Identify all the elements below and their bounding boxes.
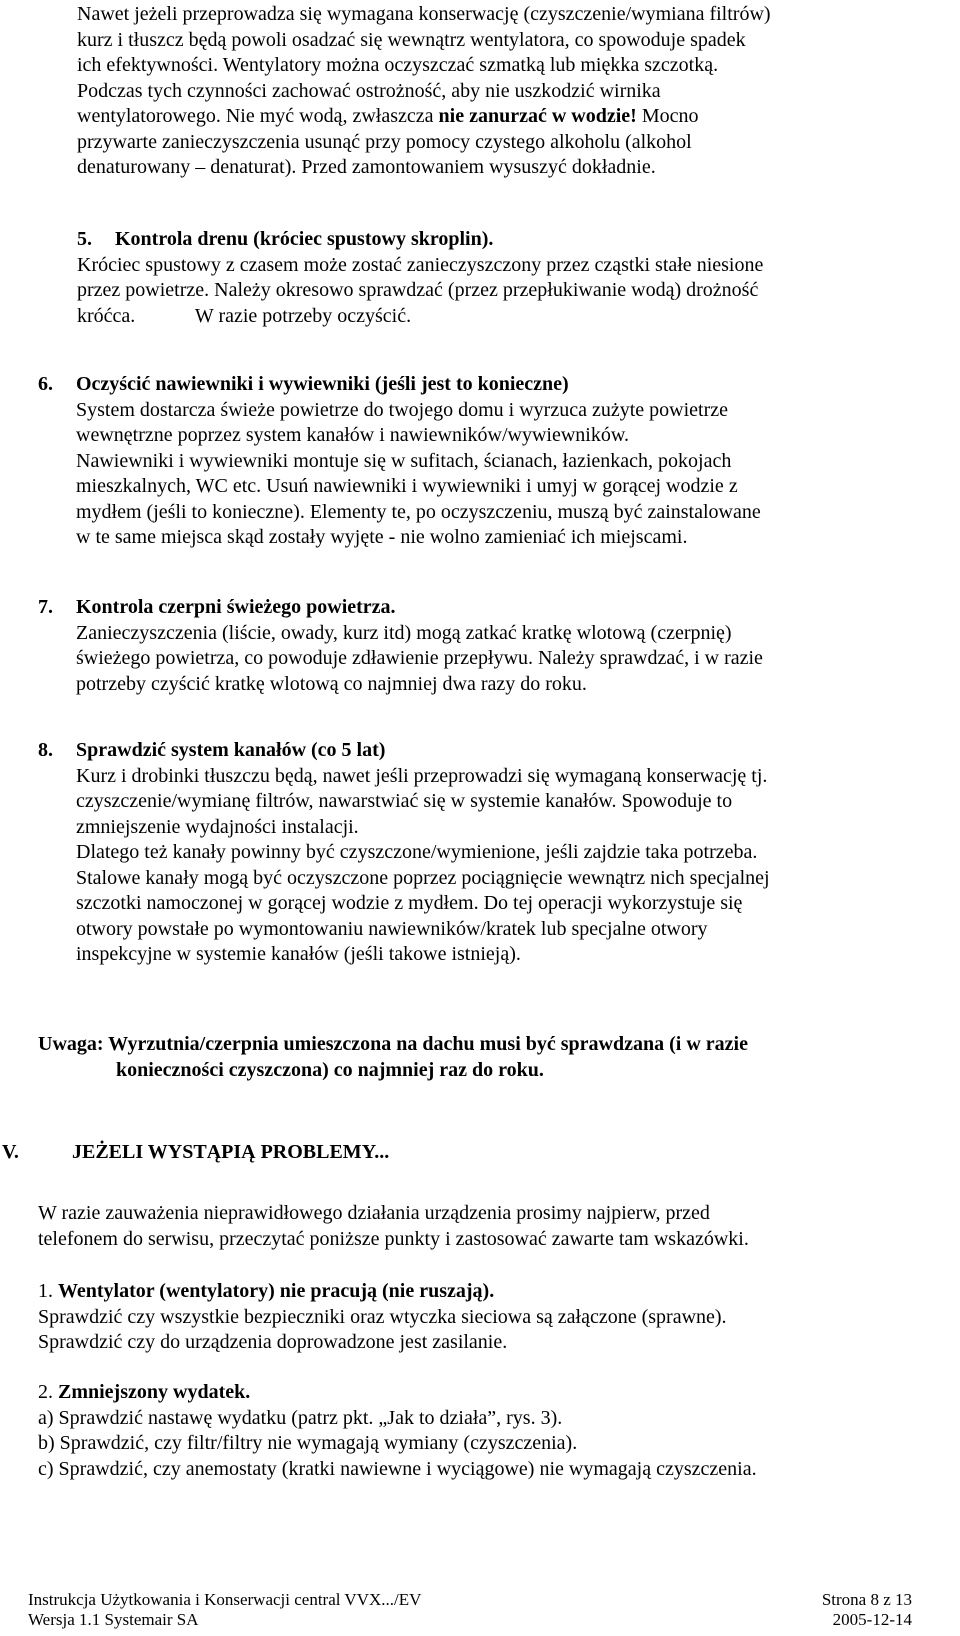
section-8	[38, 738, 770, 968]
chapter-intro	[38, 1201, 749, 1252]
intro-line: Podczas tych czynności zachować ostrożność, aby nie uszkodzić wirnika	[77, 79, 661, 102]
problem-line: a) Sprawdzić nastawę wydatku (patrz pkt. „Jak to działa”, rys. 3).	[38, 1406, 563, 1429]
problem-line: b) Sprawdzić, czy filtr/filtry nie wymagają wymiany (czyszczenia).	[38, 1432, 578, 1454]
intro-line: przywarte zanieczyszczenia usunąć przy pomocy czystego alkoholu (alkohol	[77, 130, 692, 153]
intro-line: ich efektywności. Wentylatory można oczyszczać szmatką lub miękka szczotką.	[77, 54, 719, 76]
problem-line: c) Sprawdzić, czy anemostaty (kratki nawiewne i wyciągowe) nie wymagają czyszczenia.	[38, 1457, 757, 1480]
section-line: mydłem (jeśli to konieczne). Elementy te, po oczyszczeniu, muszą być zainstalowane	[76, 500, 761, 523]
section-line: potrzeby czyścić kratkę wlotową co najmniej dwa razy do roku.	[76, 672, 587, 695]
problem-heading: 2. Zmniejszony wydatek.	[38, 1381, 251, 1403]
footer-document-title: Instrukcja Użytkowania i Konserwacji central VVX.../EV	[28, 1590, 422, 1609]
note-line: konieczności czyszczona) co najmniej raz do roku.	[116, 1058, 544, 1081]
footer-date: 2005-12-14	[832, 1610, 912, 1629]
note-line: Uwaga: Wyrzutnia/czerpnia umieszczona na dachu musi być sprawdzana (i w razie	[38, 1033, 748, 1055]
section-heading: 8. Sprawdzić system kanałów (co 5 lat)	[38, 739, 386, 761]
intro-line: Nawet jeżeli przeprowadza się wymagana konserwację (czyszczenie/wymiana filtrów)	[77, 3, 771, 25]
section-line: Zanieczyszczenia (liście, owady, kurz itd) mogą zatkać kratkę wlotową (czerpnię)	[76, 621, 732, 644]
section-line: otwory powstałe po wymontowaniu nawiewników/kratek lub specjalne otwory	[76, 917, 708, 940]
problem-line: Sprawdzić czy wszystkie bezpieczniki oraz wtyczka sieciowa są załączone (sprawne).	[38, 1305, 727, 1328]
problem-2	[38, 1380, 757, 1482]
chapter-intro-line: telefonem do serwisu, przeczytać poniższe punkty i zastosować zawarte tam wskazówki.	[38, 1227, 749, 1250]
section-line: w te same miejsca skąd zostały wyjęte - nie wolno zamieniać ich miejscami.	[76, 526, 688, 548]
section-line: inspekcyjne w systemie kanałów (jeśli takowe istnieją).	[76, 943, 521, 965]
problem-heading: 1. Wentylator (wentylatory) nie pracują (nie ruszają).	[38, 1280, 495, 1302]
note-block	[38, 1032, 748, 1083]
section-line: Nawiewniki i wywiewniki montuje się w sufitach, ścianach, łazienkach, pokojach	[76, 449, 732, 472]
section-line: świeżego powietrza, co powoduje zdławienie przepływu. Należy sprawdzać, i w razie	[76, 647, 763, 669]
section-line: przez powietrze. Należy okresowo sprawdzać (przez przepłukiwanie wodą) drożność	[77, 279, 759, 301]
section-7	[38, 595, 763, 697]
section-heading: 5. Kontrola drenu (króciec spustowy skroplin).	[77, 228, 494, 250]
section-line: Króciec spustowy z czasem może zostać zanieczyszczony przez cząstki stałe niesione	[77, 253, 764, 276]
page-footer	[28, 1590, 912, 1630]
footer-page-number: Strona 8 z 13	[821, 1590, 912, 1609]
section-line: zmniejszenie wydajności instalacji.	[76, 815, 359, 838]
chapter-heading	[2, 1140, 389, 1166]
intro-line: denaturowany – denaturat). Przed zamontowaniem wysuszyć dokładnie.	[77, 156, 656, 178]
intro-line-warning: wentylatorowego. Nie myć wodą, zwłaszcza nie zanurzać w wodzie! Mocno	[77, 105, 699, 127]
section-heading: 6. Oczyścić nawiewniki i wywiewniki (jeśli jest to konieczne)	[38, 373, 569, 395]
section-line: Stalowe kanały mogą być oczyszczone poprzez pociągnięcie wewnątrz nich specjalnej	[76, 866, 770, 889]
section-line: mieszkalnych, WC etc. Usuń nawiewniki i wywiewniki i umyj w gorącej wodzie z	[76, 475, 738, 497]
chapter-intro-line: W razie zauważenia nieprawidłowego działania urządzenia prosimy najpierw, przed	[38, 1202, 710, 1224]
problem-line: Sprawdzić czy do urządzenia doprowadzone jest zasilanie.	[38, 1331, 508, 1353]
section-5	[77, 227, 763, 329]
intro-paragraph	[77, 2, 771, 181]
section-line: Kurz i drobinki tłuszczu będą, nawet jeśli przeprowadzi się wymaganą konserwację tj.	[76, 764, 768, 787]
chapter-title: JEŻELI WYSTĄPIĄ PROBLEMY...	[72, 1141, 390, 1163]
footer-version: Wersja 1.1 Systemair SA	[28, 1610, 199, 1629]
bold-warning: nie zanurzać w wodzie!	[438, 105, 637, 127]
section-line: Dlatego też kanały powinny być czyszczone/wymienione, jeśli zajdzie taka potrzeba.	[76, 841, 758, 863]
intro-line: kurz i tłuszcz będą powoli osadzać się wewnątrz wentylatora, co spowoduje spadek	[77, 28, 746, 51]
section-line: wewnętrzne poprzez system kanałów i nawiewników/wywiewników.	[76, 424, 629, 446]
section-line: króćca. W razie potrzeby oczyścić.	[77, 304, 412, 327]
section-line: szczotki namoczonej w gorącej wodzie z mydłem. Do tej operacji wykorzystuje się	[76, 892, 743, 914]
chapter-number: V.	[2, 1141, 19, 1163]
section-line: czyszczenie/wymianę filtrów, nawarstwiać się w systemie kanałów. Spowoduje to	[76, 790, 733, 812]
problem-1	[38, 1279, 727, 1356]
section-6	[38, 372, 761, 551]
section-heading: 7. Kontrola czerpni świeżego powietrza.	[38, 596, 396, 618]
section-line: System dostarcza świeże powietrze do twojego domu i wyrzuca zużyte powietrze	[76, 398, 728, 421]
